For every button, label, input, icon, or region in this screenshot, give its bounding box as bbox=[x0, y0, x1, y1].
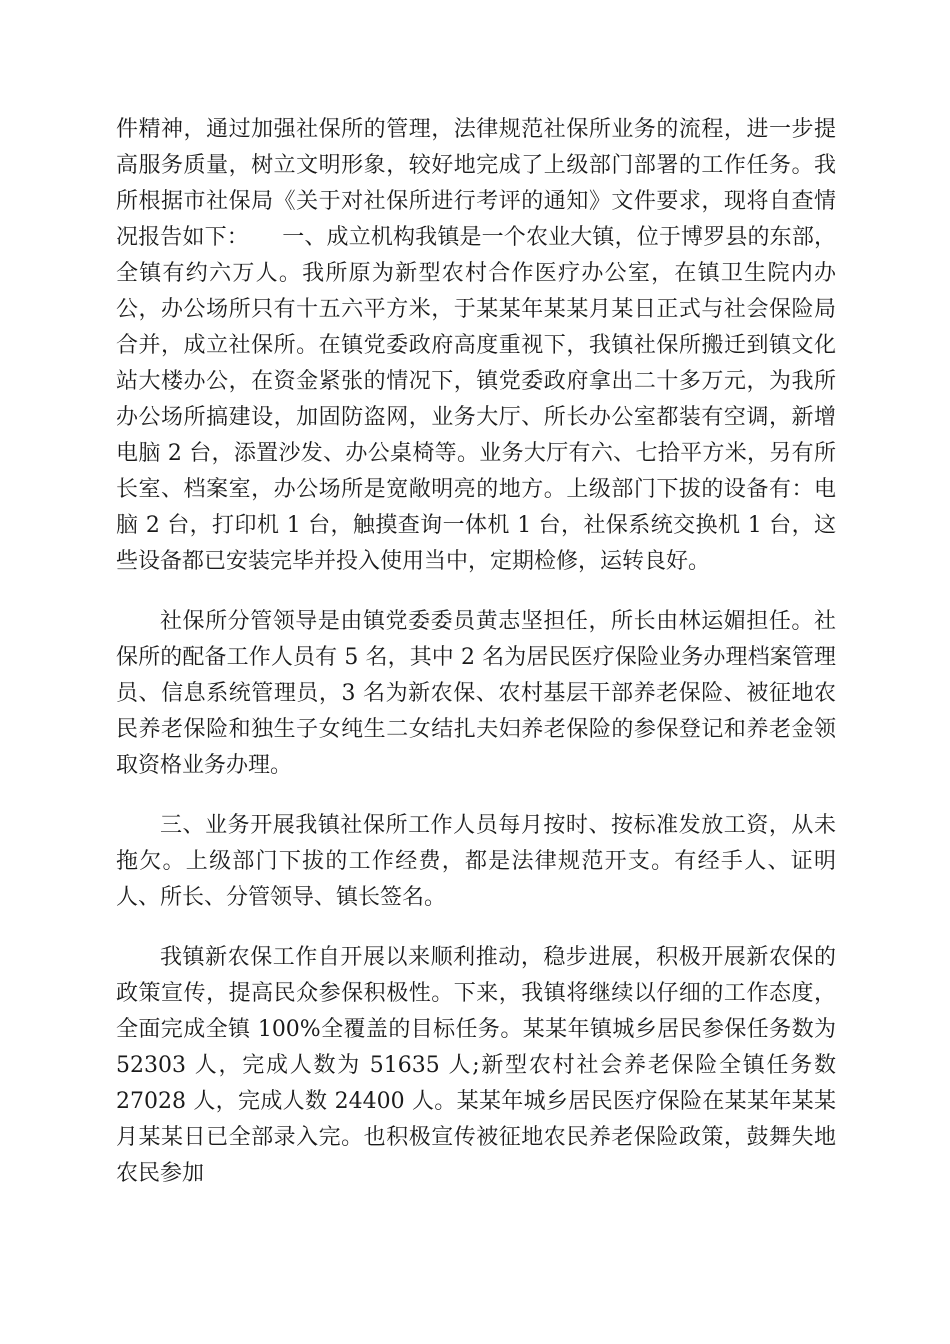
paragraph-1: 件精神，通过加强社保所的管理，法律规范社保所业务的流程，进一步提高服务质量，树立文明形象，较好地完成了上级部门部署的工作任务。我所根据市社保局《关于对社保所进行考评的通知》文件要求，现将自查情况报告如下： 一、成立机构我镇是一个农业大镇，位于博罗县的东部，全镇有约六万人。我所原为新型农村合作医疗办公室，在镇卫生院内办公，办公场所只有十五六平方米，于某某年某某月某日正式与社会保险局合并，成立社保所。在镇党委政府高度重视下，我镇社保所搬迁到镇文化站大楼办公，在资金紧张的情况下，镇党委政府拿出二十多万元，为我所办公场所搞建设，加固防盗网，业务大厅、所长办公室都装有空调，新增电脑 2 台，添置沙发、办公桌椅等。业务大厅有六、七拾平方米，另有所长室、档案室，办公场所是宽敞明亮的地方。上级部门下拔的设备有：电脑 2 台，打印机 1 台，触摸查询一体机 1 台，社保系统交换机 1 台，这些设备都已安装完毕并投入使用当中，定期检修，运转良好。 bbox=[116, 117, 836, 574]
paragraph-4: 我镇新农保工作自开展以来顺利推动，稳步进展，积极开展新农保的政策宣传，提高民众参保积极性。下来，我镇将继续以仔细的工作态度，全面完成全镇 100%全覆盖的目标任务。某某年镇城乡居民参保任务数为 52303 人，完成人数为 51635 人;新型农村社会养老保险全镇任务数 27028 人，完成人数 24400 人。某某年城乡居民医疗保险在某某年某某月某某日已全部录入完。也积极宣传被征地农民养老保险政策，鼓舞失地农民参加 bbox=[116, 945, 836, 1186]
paragraph-3: 三、业务开展我镇社保所工作人员每月按时、按标准发放工资，从未拖欠。上级部门下拔的工作经费，都是法律规范开支。有经手人、证明人、所长、分管领导、镇长签名。 bbox=[116, 813, 836, 910]
paragraph-2: 社保所分管领导是由镇党委委员黄志坚担任，所长由林运媚担任。社保所的配备工作人员有 5 名，其中 2 名为居民医疗保险业务办理档案管理员、信息系统管理员，3 名为新农保、农村基层干部养老保险、被征地农民养老保险和独生子女纯生二女结扎夫妇养老保险的参保登记和养老金领取资格业务办理。 bbox=[116, 609, 836, 778]
document-body bbox=[116, 112, 836, 1192]
